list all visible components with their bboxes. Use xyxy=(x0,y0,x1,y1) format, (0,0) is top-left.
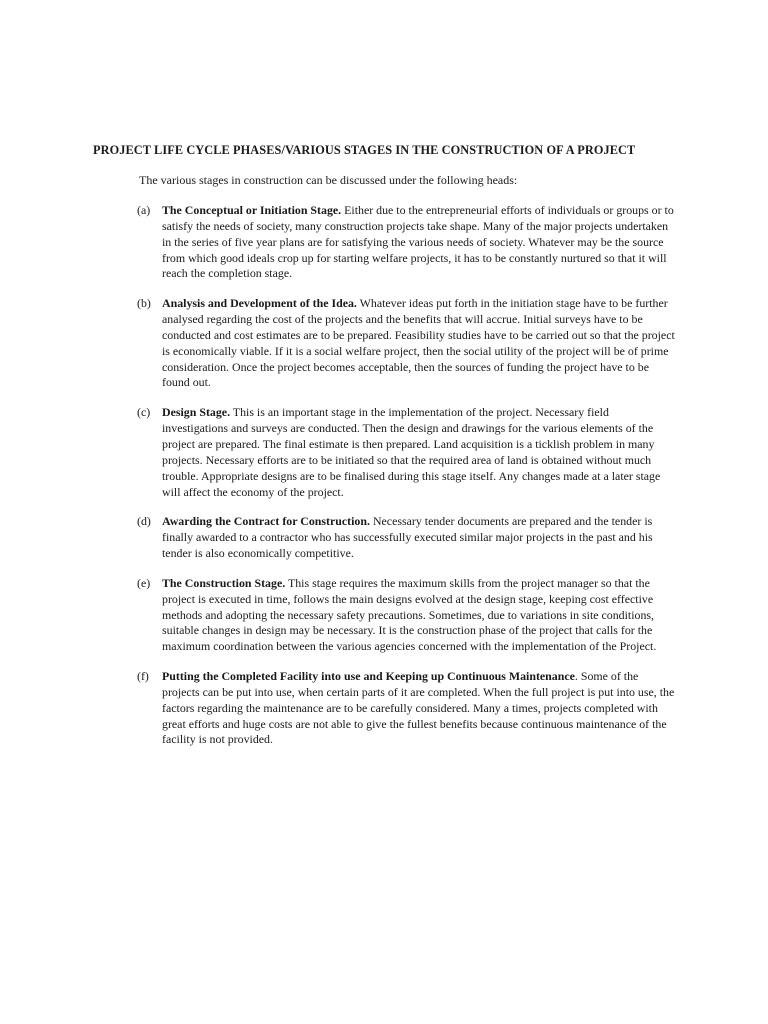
stage-text: Either due to the entrepreneurial efforts of individuals or groups or to satisfy the needs of society, many construction projects take shape. Many of the major projects undertaken in the series of five year plans are for satisfying the various needs of society. Whatever may be the source from which good ideals crop up for starting welfare projects, it has to be constantly nurtured so that it will reach the completion stage. xyxy=(162,203,674,281)
stage-item-c xyxy=(137,405,677,500)
stage-heading: Awarding the Contract for Construction. xyxy=(162,514,370,529)
stage-label: (e) xyxy=(137,575,151,590)
stage-heading: The Construction Stage. xyxy=(162,575,286,590)
stage-heading: Putting the Completed Facility into use and Keeping up Continuous Maintenance xyxy=(162,669,575,684)
stage-label: (f) xyxy=(137,669,149,684)
document-title: PROJECT LIFE CYCLE PHASES/VARIOUS STAGES IN THE CONSTRUCTION OF A PROJECT xyxy=(93,143,636,157)
intro-paragraph: The various stages in construction can be discussed under the following heads: xyxy=(139,173,518,187)
stage-heading: The Conceptual or Initiation Stage. xyxy=(162,203,342,217)
stage-item-f xyxy=(137,669,677,748)
stage-item-d xyxy=(137,514,677,562)
stage-item-b xyxy=(137,296,677,391)
stage-label: (a) xyxy=(137,203,151,217)
stage-item-e xyxy=(137,576,677,655)
stage-heading: Design Stage. xyxy=(162,405,231,420)
stages-list xyxy=(137,203,677,762)
stage-text: Whatever ideas put forth in the initiation stage have to be further analysed regarding the cost of the projects and the benefits that will accrue. Initial surveys have to be conducted and cost estimates are to be prepared. Feasibility studies have to be carried out so that the project is economically viable. If it is a social welfare project, then the social utility of the project will be of prime consideration. Once the project becomes acceptable, then the sources of funding the project have to be found out. xyxy=(162,296,675,390)
stage-text: Necessary tender documents are prepared and the tender is finally awarded to a contractor who has successfully executed similar major projects in the past and his tender is also economically competitive. xyxy=(162,514,653,561)
stage-text: This is an important stage in the implementation of the project. Necessary field investigations and surveys are conducted. Then the design and drawings for the various elements of the project are prepared. The final estimate is then prepared. Land acquisition is a ticklish problem in many projects. Necessary efforts are to be initiated so that the required area of land is obtained without much trouble. Appropriate designs are to be finalised during this stage itself. Any changes made at a later stage will affect the economy of the project. xyxy=(162,405,661,499)
stage-label: (d) xyxy=(137,514,151,529)
stage-heading: Analysis and Development of the Idea. xyxy=(162,296,357,311)
stage-text: . Some of the projects can be put into use, when certain parts of it are completed. When the full project is put into use, the factors regarding the maintenance are to be carefully considered. Many a times, projects completed with great efforts and huge costs are not able to give the fullest benefits because continuous maintenance of the facility is not provided. xyxy=(162,669,675,747)
stage-text: This stage requires the maximum skills from the project manager so that the project is executed in time, follows the main designs evolved at the design stage, keeping cost effective methods and adopting the necessary safety precautions. Sometimes, due to variations in site conditions, suitable changes in design may be necessary. It is the construction phase of the project that calls for the maximum coordination between the various agencies concerned with the implementation of the Project. xyxy=(162,575,657,654)
stage-item-a xyxy=(137,203,677,282)
stage-label: (c) xyxy=(137,405,151,420)
stage-label: (b) xyxy=(137,296,151,311)
